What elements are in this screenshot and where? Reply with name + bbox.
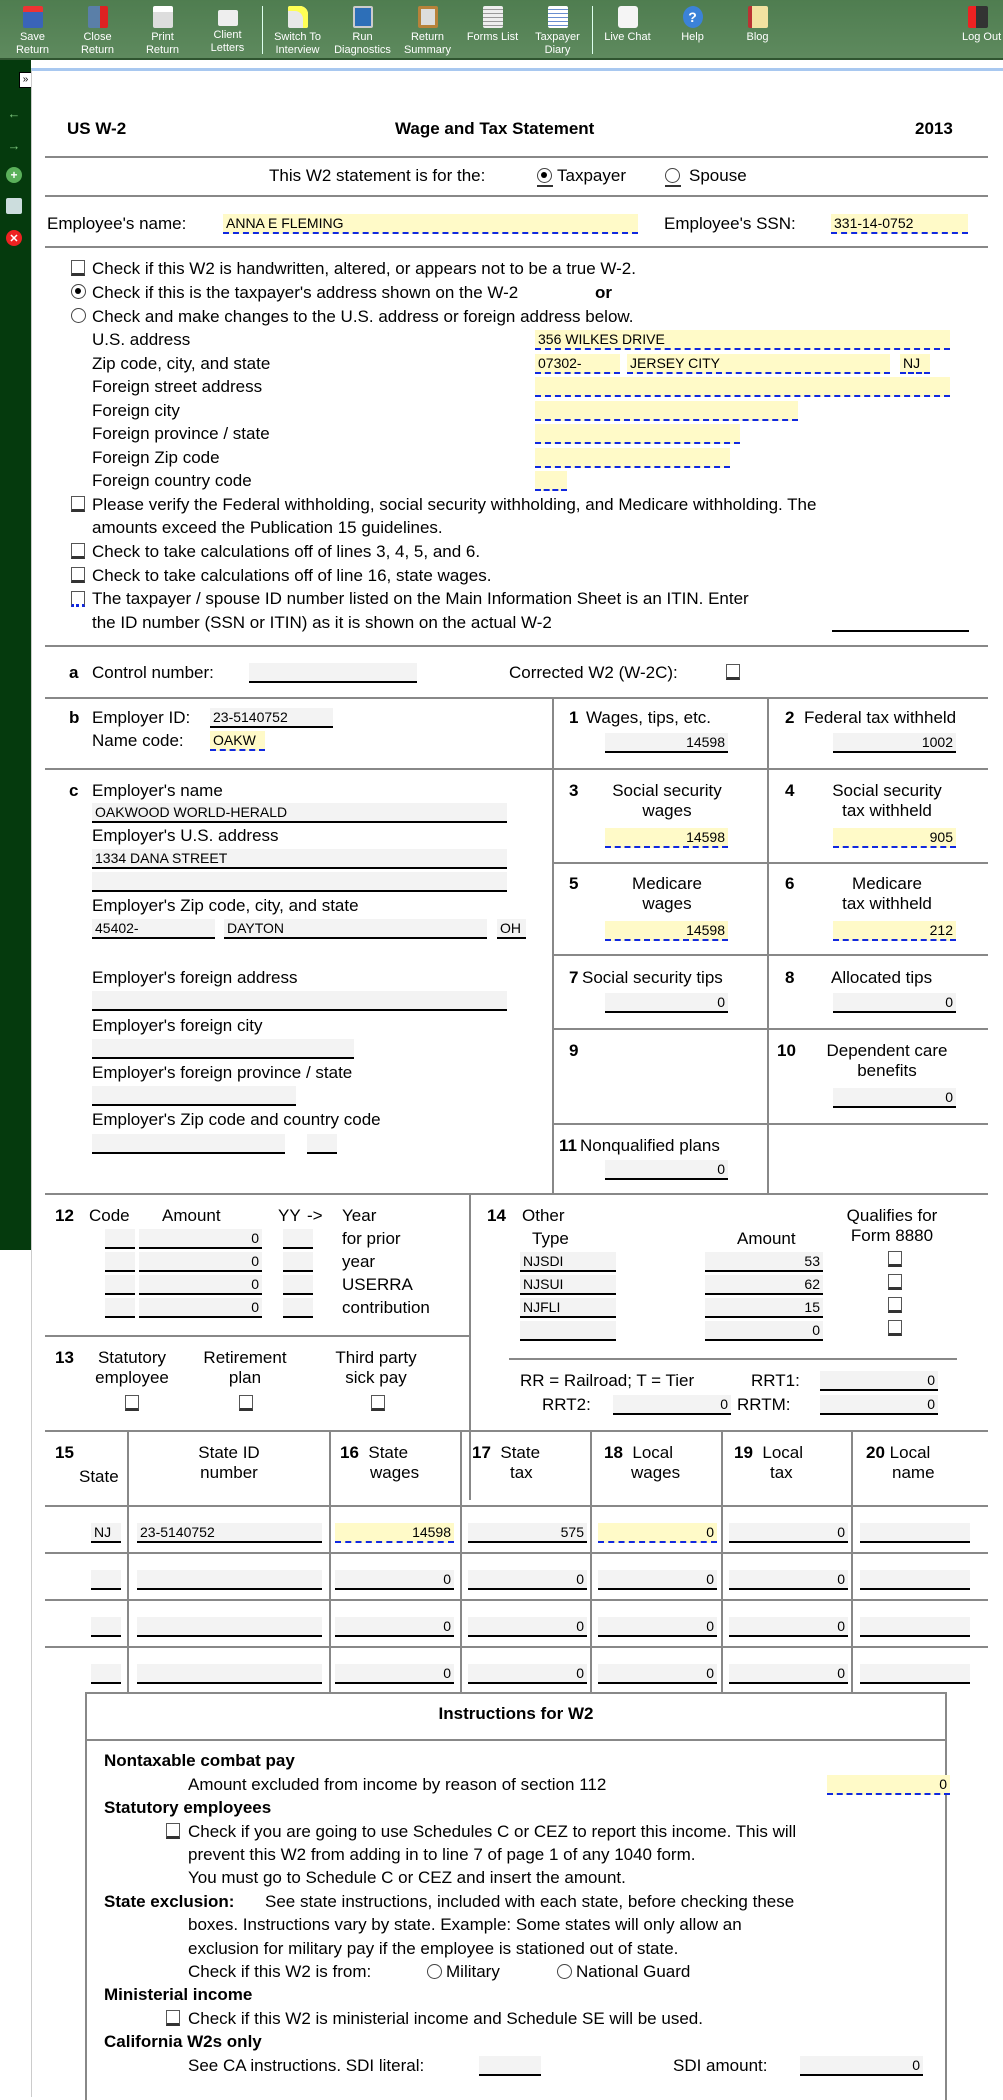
box14-type-input[interactable]: NJSDI [520,1252,616,1272]
local-name-input[interactable] [860,1523,970,1543]
add-circle-icon[interactable]: + [6,167,22,183]
box2-label: Federal tax withheld [804,708,957,727]
control-number-label: Control number: [92,663,214,682]
door-exit-icon [968,6,988,28]
verify-label-2: amounts exceed the Publication 15 guidelines. [92,518,443,537]
statutory-text-1: Check if you are going to use Schedules C or CEZ to report this income. This will [188,1822,797,1841]
employer-address-label: Employer's U.S. address [92,826,279,845]
rrt1-label: RRT1: [751,1371,800,1390]
box13-num: 13 [55,1348,74,1367]
name-code-input[interactable]: OAKW [210,731,265,751]
document-bulb-icon [288,6,308,28]
foreign-city-label: Foreign city [92,401,180,420]
state-input[interactable]: NJ [900,354,930,374]
envelope-icon [218,10,238,26]
sdi-literal-input[interactable] [479,2056,541,2076]
w2-form-page [31,68,1003,2097]
calc-lines-3456-label: Check to take calculations off of lines 3, 4, 5, and 6. [92,542,481,561]
toolbar-separator [262,6,263,54]
local-name-input[interactable] [860,1570,970,1590]
log-out-button[interactable]: Log Out [958,0,1003,58]
tax-year: 2013 [915,119,953,138]
divider [45,195,988,197]
col20-header: 20 Local name [866,1443,935,1482]
box10-num: 10 [777,1041,796,1060]
divider [45,1552,988,1554]
box4-ss-withheld-input[interactable]: 905 [833,828,956,848]
ministerial-heading: Ministerial income [104,1985,253,2004]
employer-foreign-address-label: Employer's foreign address [92,968,298,987]
printer-icon [153,6,173,28]
box14-type-input[interactable] [520,1321,616,1341]
box6-medicare-withheld-input[interactable]: 212 [833,921,956,941]
divider [552,954,988,956]
notepad-pencil-icon [548,6,568,28]
form-title: Wage and Tax Statement [395,119,595,138]
box7-num: 7 [569,968,579,987]
retirement-plan-checkbox[interactable] [239,1395,253,1411]
name-code-label: Name code: [92,731,184,750]
col15-header: State [79,1467,119,1486]
box13-statutory-label: Statutory employee [95,1348,169,1387]
us-address-input[interactable]: 356 WILKES DRIVE [535,330,950,350]
box6-label: Medicare tax withheld [842,874,932,913]
box1-wages-input[interactable]: 14598 [605,733,728,753]
state-code-input[interactable] [91,1617,121,1637]
radio-underline [537,185,553,187]
rrt1-input[interactable]: 0 [820,1371,938,1391]
combat-pay-label: Amount excluded from income by reason of section 112 [188,1775,607,1794]
state-id-input[interactable] [137,1617,322,1637]
floppy-disk-icon [23,6,43,28]
folder-close-icon [88,6,108,28]
employer-name-label: Employer's name [92,781,223,800]
col-state-id-header: State ID number [198,1443,260,1482]
foreign-zip-input[interactable] [535,448,730,468]
box12-note-1: Year [342,1206,377,1225]
statutory-heading: Statutory employees [104,1798,272,1817]
calc-line-16-checkbox[interactable] [71,567,85,583]
box12-yy-header: YY [278,1206,301,1225]
local-name-input[interactable] [860,1664,970,1684]
state-exclusion-text-1: See state instructions, included with each state, before checking these [265,1892,795,1911]
box11-nonqualified-input[interactable]: 0 [605,1160,728,1180]
or-label: or [595,283,612,302]
national-guard-label: National Guard [576,1962,691,1981]
box4-label: Social security tax withheld [832,781,942,820]
box12-amount-input[interactable]: 0 [139,1229,262,1249]
address-shown-radio[interactable] [71,284,86,299]
box11-label: Nonqualified plans [580,1136,720,1155]
itin-label-2: the ID number (SSN or ITIN) as it is shown on the actual W-2 [92,613,552,632]
run-diagnostics-button[interactable]: Run Diagnostics [330,0,395,58]
spouse-radio[interactable] [665,168,680,183]
delete-x-icon[interactable]: ✕ [6,230,22,246]
employer-foreign-province-label: Employer's foreign province / state [92,1063,353,1082]
state-id-input[interactable] [137,1664,322,1684]
state-code-input[interactable] [91,1664,121,1684]
box12-note-2: for prior [342,1229,401,1248]
box14-amount-header: Amount [737,1229,796,1248]
divider [45,1646,988,1648]
client-letters-button[interactable]: Client Letters [195,0,260,58]
employer-foreign-zip-input[interactable] [92,1134,285,1154]
rrt2-label: RRT2: [542,1395,591,1414]
box13-thirdparty-label: Third party sick pay [335,1348,417,1387]
w2-from-label: Check if this W2 is from: [188,1962,372,1981]
verify-label-1: Please verify the Federal withholding, social security withholding, and Medicare withholding. The [92,495,817,514]
box12-amount-input[interactable]: 0 [139,1275,262,1295]
rrtm-label: RRTM: [737,1395,791,1414]
ministerial-label: Check if this W2 is ministerial income and Schedule SE will be used. [188,2009,703,2028]
employer-foreign-city-label: Employer's foreign city [92,1016,263,1035]
expand-panel-button[interactable]: » [19,72,32,88]
address-change-radio[interactable] [71,308,86,323]
box12-amount-input[interactable]: 0 [139,1298,262,1318]
toolbar-separator [592,6,593,54]
rrt2-input[interactable]: 0 [613,1395,731,1415]
box6-num: 6 [785,874,795,893]
save-return-button[interactable]: Save Return [0,0,65,58]
employer-city-input[interactable]: DAYTON [224,919,487,939]
box13-retirement-label: Retirement plan [203,1348,287,1387]
left-sidebar [0,60,31,1250]
box2-federal-withheld-input[interactable]: 1002 [833,733,956,753]
combat-pay-input[interactable]: 0 [827,1775,950,1795]
state-wages-input[interactable]: 0 [335,1570,454,1590]
box12-yy-input[interactable] [283,1229,313,1249]
box12-code-input[interactable] [105,1275,135,1295]
divider [87,1739,945,1741]
taxpayer-label: Taxpayer [557,166,626,185]
box9-num: 9 [569,1041,579,1060]
sdi-amount-label: SDI amount: [673,2056,768,2075]
sdi-amount-input[interactable]: 0 [800,2056,923,2076]
divider [552,862,988,864]
box8-allocated-tips-input[interactable]: 0 [833,993,956,1013]
box14-8880-checkbox[interactable] [888,1274,902,1290]
printer-icon[interactable] [6,198,22,214]
box-b-letter: b [69,708,80,727]
local-wages-input[interactable]: 0 [598,1523,717,1543]
box10-dependent-care-input[interactable]: 0 [833,1088,956,1108]
chat-bubbles-icon [618,6,638,28]
employer-id-input[interactable]: 23-5140752 [210,708,333,728]
state-tax-input[interactable]: 575 [468,1523,587,1543]
state-exclusion-text-2: boxes. Instructions vary by state. Example: Some states will only allow an [188,1915,742,1934]
statutory-schedule-c-checkbox[interactable] [166,1823,180,1839]
box14-num: 14 [487,1206,506,1225]
col17-header: 17 State tax [472,1443,541,1482]
box12-code-input[interactable] [105,1252,135,1272]
box12-code-input[interactable] [105,1298,135,1318]
box14-amount-input[interactable]: 15 [705,1298,823,1318]
col16-header: 16 State wages [340,1443,420,1482]
foreign-province-label: Foreign province / state [92,424,270,443]
clipboard-icon [418,6,438,28]
box7-ss-tips-input[interactable]: 0 [605,993,728,1013]
divider [45,246,988,248]
state-wages-input[interactable]: 0 [335,1617,454,1637]
statement-for-label: This W2 statement is for the: [269,166,486,185]
zip-input[interactable]: 07302- [535,354,620,374]
foreign-zip-label: Foreign Zip code [92,448,220,467]
foreign-city-input[interactable] [535,401,798,421]
employer-id-label: Employer ID: [92,708,191,727]
box14-amount-input[interactable]: 53 [705,1252,823,1272]
monitor-pulse-icon [353,6,373,28]
scroll-quill-icon [748,6,768,28]
question-circle-icon: ? [683,6,703,28]
box12-amount-header: Amount [162,1206,221,1225]
col19-header: 19 Local tax [734,1443,804,1482]
itin-checkbox[interactable] [71,591,85,607]
divider [509,1358,957,1360]
third-party-sick-pay-checkbox[interactable] [371,1395,385,1411]
ca-instructions-label: See CA instructions. SDI literal: [188,2056,425,2075]
address-shown-label: Check if this is the taxpayer's address shown on the W-2 [92,283,519,302]
box14-type-header: Type [532,1229,569,1248]
zip-city-state-label: Zip code, city, and state [92,354,271,373]
employer-foreign-zip-label: Employer's Zip code and country code [92,1110,381,1129]
col15-num: 15 [55,1443,74,1462]
statutory-text-3: You must go to Schedule C or CEZ and insert the amount. [188,1868,626,1887]
box3-ss-wages-input[interactable]: 14598 [605,828,728,848]
radio-underline [665,185,681,187]
railroad-legend: RR = Railroad; T = Tier [520,1371,695,1390]
divider [45,1505,988,1507]
handwritten-label: Check if this W2 is handwritten, altered, or appears not to be a true W-2. [92,259,636,278]
arrow-left-icon[interactable]: ← [7,105,21,121]
state-tax-input[interactable]: 0 [468,1664,587,1684]
box2-num: 2 [785,708,795,727]
state-exclusion-heading: State exclusion: [104,1892,235,1911]
box12-code-header: Code [89,1206,130,1225]
local-tax-input[interactable]: 0 [729,1664,848,1684]
box14-8880-checkbox[interactable] [888,1320,902,1336]
employer-address2-input[interactable] [92,872,507,892]
box12-note-4: USERRA [342,1275,413,1294]
instructions-title: Instructions for W2 [438,1704,594,1723]
box14-amount-input[interactable]: 62 [705,1275,823,1295]
close-return-button[interactable]: Close Return [65,0,130,58]
box12-arrow: -> [307,1206,323,1225]
state-code-input[interactable] [91,1570,121,1590]
form-id: US W-2 [67,119,127,138]
box14-8880-checkbox[interactable] [888,1251,902,1267]
employee-name-label: Employee's name: [47,214,187,233]
print-return-button[interactable]: Print Return [130,0,195,58]
box4-num: 4 [785,781,795,800]
box8-num: 8 [785,968,795,987]
divider [45,1599,988,1601]
live-chat-button[interactable]: Live Chat [595,0,660,58]
divider [552,1123,988,1125]
employer-zcs-label: Employer's Zip code, city, and state [92,896,359,915]
box7-label: Social security tips [582,968,723,987]
divider [552,768,988,770]
arrow-right-icon[interactable]: → [7,137,21,153]
rrtm-input[interactable]: 0 [820,1395,938,1415]
box5-label: Medicare wages [632,874,702,913]
main-toolbar [0,0,1003,60]
employer-address-input[interactable]: 1334 DANA STREET [92,849,507,869]
box14-amount-input[interactable]: 0 [705,1321,823,1341]
box14-8880-checkbox[interactable] [888,1297,902,1313]
state-wages-input[interactable]: 14598 [335,1523,454,1543]
instructions-panel [85,1692,947,2100]
employee-ssn-input[interactable]: 331-14-0752 [831,214,968,234]
local-wages-input[interactable]: 0 [598,1570,717,1590]
switch-to-interview-button[interactable]: Switch To Interview [265,0,330,58]
grid-line [469,1193,471,1500]
state-id-input[interactable] [137,1570,322,1590]
box12-amount-input[interactable]: 0 [139,1252,262,1272]
box14-type-input[interactable]: NJSUI [520,1275,616,1295]
calc-line-16-label: Check to take calculations off of line 16, state wages. [92,566,492,585]
blog-button[interactable]: Blog [725,0,790,58]
statutory-employee-checkbox[interactable] [125,1395,139,1411]
local-wages-input[interactable]: 0 [598,1664,717,1684]
employer-state-input[interactable]: OH [497,919,526,939]
box10-label: Dependent care benefits [826,1041,948,1080]
box12-yy-input[interactable] [283,1275,313,1295]
local-name-input[interactable] [860,1617,970,1637]
us-address-label: U.S. address [92,330,191,349]
local-tax-input[interactable]: 0 [729,1617,848,1637]
box14-type-input[interactable]: NJFLI [520,1298,616,1318]
box-a-letter: a [69,663,79,682]
national-guard-radio[interactable] [557,1964,572,1979]
box1-label: Wages, tips, etc. [586,708,712,727]
statutory-text-2: prevent this W2 from adding in to line 7 of page 1 of any 1040 form. [188,1845,696,1864]
calc-lines-3456-checkbox[interactable] [71,543,85,559]
state-tax-input[interactable]: 0 [468,1570,587,1590]
return-summary-button[interactable]: Return Summary [395,0,460,58]
box11-num: 11 [559,1136,577,1155]
foreign-province-input[interactable] [535,424,740,444]
box12-yy-input[interactable] [283,1298,313,1318]
foreign-street-label: Foreign street address [92,377,263,396]
box12-note-3: year [342,1252,376,1271]
col18-header: 18 Local wages [604,1443,681,1482]
list-page-icon [483,6,503,28]
box1-num: 1 [569,708,579,727]
city-input[interactable]: JERSEY CITY [627,354,890,374]
divider [45,645,988,647]
state-wages-input[interactable]: 0 [335,1664,454,1684]
state-id-input[interactable]: 23-5140752 [137,1523,322,1543]
box12-yy-input[interactable] [283,1252,313,1272]
box8-label: Allocated tips [831,968,933,987]
employer-zip-input[interactable]: 45402- [92,919,215,939]
foreign-country-input[interactable] [535,471,567,491]
verify-withholding-checkbox[interactable] [71,496,85,512]
local-tax-input[interactable]: 0 [729,1523,848,1543]
local-tax-input[interactable]: 0 [729,1570,848,1590]
box12-num: 12 [55,1206,74,1225]
corrected-w2-label: Corrected W2 (W-2C): [509,663,678,682]
address-change-label: Check and make changes to the U.S. address or foreign address below. [92,307,634,326]
itin-label-1: The taxpayer / spouse ID number listed on the Main Information Sheet is an ITIN. Enter [92,589,749,608]
divider [45,1193,988,1195]
box3-label: Social security wages [612,781,722,820]
employer-country-code-input[interactable] [307,1134,337,1154]
divider [45,697,988,699]
combat-pay-heading: Nontaxable combat pay [104,1751,295,1770]
control-number-input[interactable] [249,663,417,683]
ministerial-income-checkbox[interactable] [166,2010,180,2026]
box12-note-5: contribution [342,1298,430,1317]
box5-num: 5 [569,874,579,893]
california-heading: California W2s only [104,2032,262,2051]
employee-name-input[interactable]: ANNA E FLEMING [223,214,638,234]
state-tax-input[interactable]: 0 [468,1617,587,1637]
corrected-w2-checkbox[interactable] [726,664,740,680]
help-button[interactable]: ? Help [660,0,725,58]
employer-foreign-province-input[interactable] [92,1086,296,1106]
spouse-label: Spouse [689,166,747,185]
employer-foreign-city-input[interactable] [92,1039,354,1059]
foreign-country-label: Foreign country code [92,471,252,490]
handwritten-checkbox[interactable] [71,260,85,276]
forms-list-button[interactable]: Forms List [460,0,525,58]
divider [552,1028,988,1030]
divider [45,1430,988,1432]
divider [45,156,988,158]
military-label: Military [446,1962,500,1981]
box3-num: 3 [569,781,579,800]
employee-ssn-label: Employee's SSN: [664,214,796,233]
taxpayer-diary-button[interactable]: Taxpayer Diary [525,0,590,58]
divider [45,768,554,770]
employer-name-input[interactable]: OAKWOOD WORLD-HERALD [92,803,507,823]
state-exclusion-text-3: exclusion for military pay if the employee is stationed out of state. [188,1939,679,1958]
itin-id-input[interactable] [832,612,969,632]
military-radio[interactable] [427,1964,442,1979]
box-c-letter: c [69,781,79,800]
grid-line [552,697,554,1193]
box5-medicare-wages-input[interactable]: 14598 [605,921,728,941]
box12-code-input[interactable] [105,1229,135,1249]
divider [45,1335,469,1337]
state-code-input[interactable]: NJ [91,1523,121,1543]
employer-foreign-address-input[interactable] [92,991,507,1011]
box14-qualifies-header: Qualifies for Form 8880 [846,1206,938,1245]
local-wages-input[interactable]: 0 [598,1617,717,1637]
grid-line [767,697,769,1193]
box14-other-label: Other [522,1206,565,1225]
foreign-street-input[interactable] [535,377,950,397]
taxpayer-radio[interactable] [537,168,552,183]
